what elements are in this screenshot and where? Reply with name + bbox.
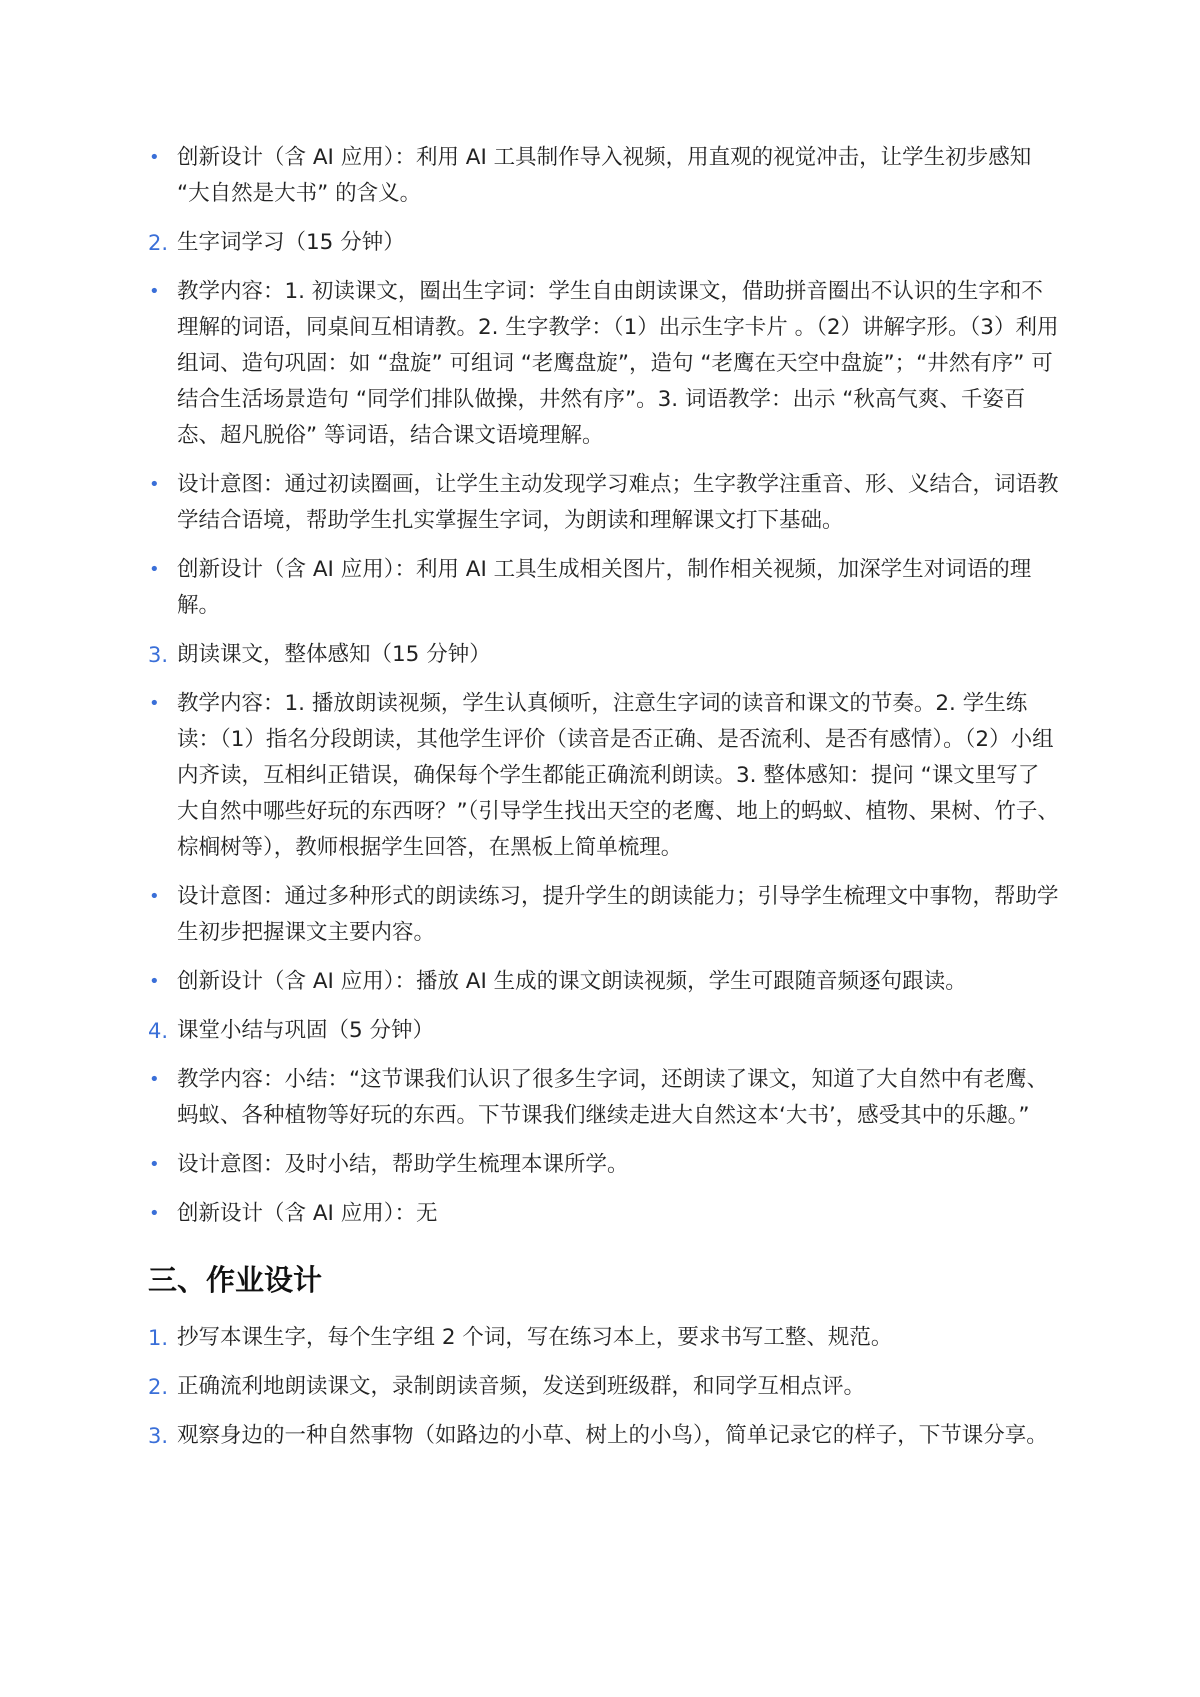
bullet-marker: •	[149, 281, 160, 302]
bullet-marker: •	[149, 474, 160, 495]
bullet-item-innovation	[148, 552, 1060, 624]
step-title: 朗读课文，整体感知（15 分钟）	[177, 642, 491, 667]
numbered-step-4	[148, 1013, 1060, 1049]
bullet-item-innovation-intro	[148, 140, 1060, 212]
bullet-marker: •	[149, 1154, 160, 1175]
item-text: 设计意图：通过初读圈画，让学生主动发现学习难点；生字教学注重音、形、义结合，词语教学结合语境，帮助学生扎实掌握生字词，为朗读和理解课文打下基础。	[177, 472, 1059, 533]
bullet-item-design-intent	[148, 879, 1060, 951]
bullet-marker: •	[149, 147, 160, 168]
step-number: 3.	[148, 643, 169, 667]
item-text: 创新设计（含 AI 应用）：播放 AI 生成的课文朗读视频，学生可跟随音频逐句跟读。	[177, 969, 967, 994]
bullet-item-design-intent	[148, 1147, 1060, 1183]
bullet-item-teaching-content	[148, 274, 1060, 454]
document-content	[148, 140, 1060, 1467]
bullet-item-innovation	[148, 964, 1060, 1000]
homework-item	[148, 1369, 1060, 1405]
item-text: 创新设计（含 AI 应用）：利用 AI 工具制作导入视频，用直观的视觉冲击，让学生初步感知 “大自然是大书” 的含义。	[177, 145, 1032, 206]
homework-number: 3.	[148, 1424, 169, 1448]
bullet-marker: •	[149, 971, 160, 992]
step-title: 生字词学习（15 分钟）	[177, 230, 405, 255]
homework-text: 观察身边的一种自然事物（如路边的小草、树上的小鸟），简单记录它的样子，下节课分享。	[177, 1423, 1048, 1448]
item-text: 创新设计（含 AI 应用）：无	[177, 1201, 438, 1226]
item-text: 设计意图：通过多种形式的朗读练习，提升学生的朗读能力；引导学生梳理文中事物，帮助学生初步把握课文主要内容。	[177, 884, 1059, 945]
homework-number: 2.	[148, 1375, 169, 1399]
step-number: 4.	[148, 1019, 169, 1043]
bullet-marker: •	[149, 1203, 160, 1224]
step-number: 2.	[148, 231, 169, 255]
item-text: 教学内容：小结：“这节课我们认识了很多生字词，还朗读了课文，知道了大自然中有老鹰、蚂蚁、各种植物等好玩的东西。下节课我们继续走进大自然这本‘大书’，感受其中的乐趣。”	[177, 1067, 1049, 1128]
bullet-item-teaching-content	[148, 686, 1060, 866]
homework-item	[148, 1320, 1060, 1356]
bullet-marker: •	[149, 559, 160, 580]
item-text: 教学内容：1. 播放朗读视频，学生认真倾听，注意生字词的读音和课文的节奏。2. 学生练读：（1）指名分段朗读，其他学生评价（读音是否正确、是否流利、是否有感情）。（2）小组内齐读，互相纠正错误，确保每个学生都能正确流利朗读。3. 整体感知：提问 “课文里写了大自然中哪些好玩的东西呀？”（引导学生找出天空的老鹰、地上的蚂蚁、植物、果树、竹子、棕榈树等），教师根据学生回答，在黑板上简单梳理。	[177, 691, 1059, 860]
bullet-item-innovation	[148, 1196, 1060, 1232]
item-text: 设计意图：及时小结，帮助学生梳理本课所学。	[177, 1152, 629, 1177]
homework-text: 正确流利地朗读课文，录制朗读音频，发送到班级群，和同学互相点评。	[177, 1374, 866, 1399]
numbered-step-2	[148, 225, 1060, 261]
homework-text: 抄写本课生字，每个生字组 2 个词，写在练习本上，要求书写工整、规范。	[177, 1325, 893, 1350]
step-title: 课堂小结与巩固（5 分钟）	[177, 1018, 435, 1043]
item-text: 创新设计（含 AI 应用）：利用 AI 工具生成相关图片，制作相关视频，加深学生对词语的理解。	[177, 557, 1032, 618]
bullet-item-design-intent	[148, 467, 1060, 539]
numbered-step-3	[148, 637, 1060, 673]
item-text: 教学内容：1. 初读课文，圈出生字词：学生自由朗读课文，借助拼音圈出不认识的生字和不理解的词语，同桌间互相请教。2. 生字教学：（1）出示生字卡片 。（2）讲解字形。（3）利用组词、造句巩固：如 “盘旋” 可组词 “老鹰盘旋”，造句 “老鹰在天空中盘旋”；“井然有序” 可结合生活场景造句 “同学们排队做操，井然有序”。3. 词语教学：出示 “秋高气爽、千姿百态、超凡脱俗” 等词语，结合课文语境理解。	[177, 279, 1059, 448]
homework-number: 1.	[148, 1326, 169, 1350]
section-heading-homework: 三、作业设计	[148, 1263, 323, 1297]
bullet-marker: •	[149, 886, 160, 907]
bullet-item-teaching-content	[148, 1062, 1060, 1134]
bullet-marker: •	[149, 1069, 160, 1090]
homework-item	[148, 1418, 1060, 1454]
bullet-marker: •	[149, 693, 160, 714]
